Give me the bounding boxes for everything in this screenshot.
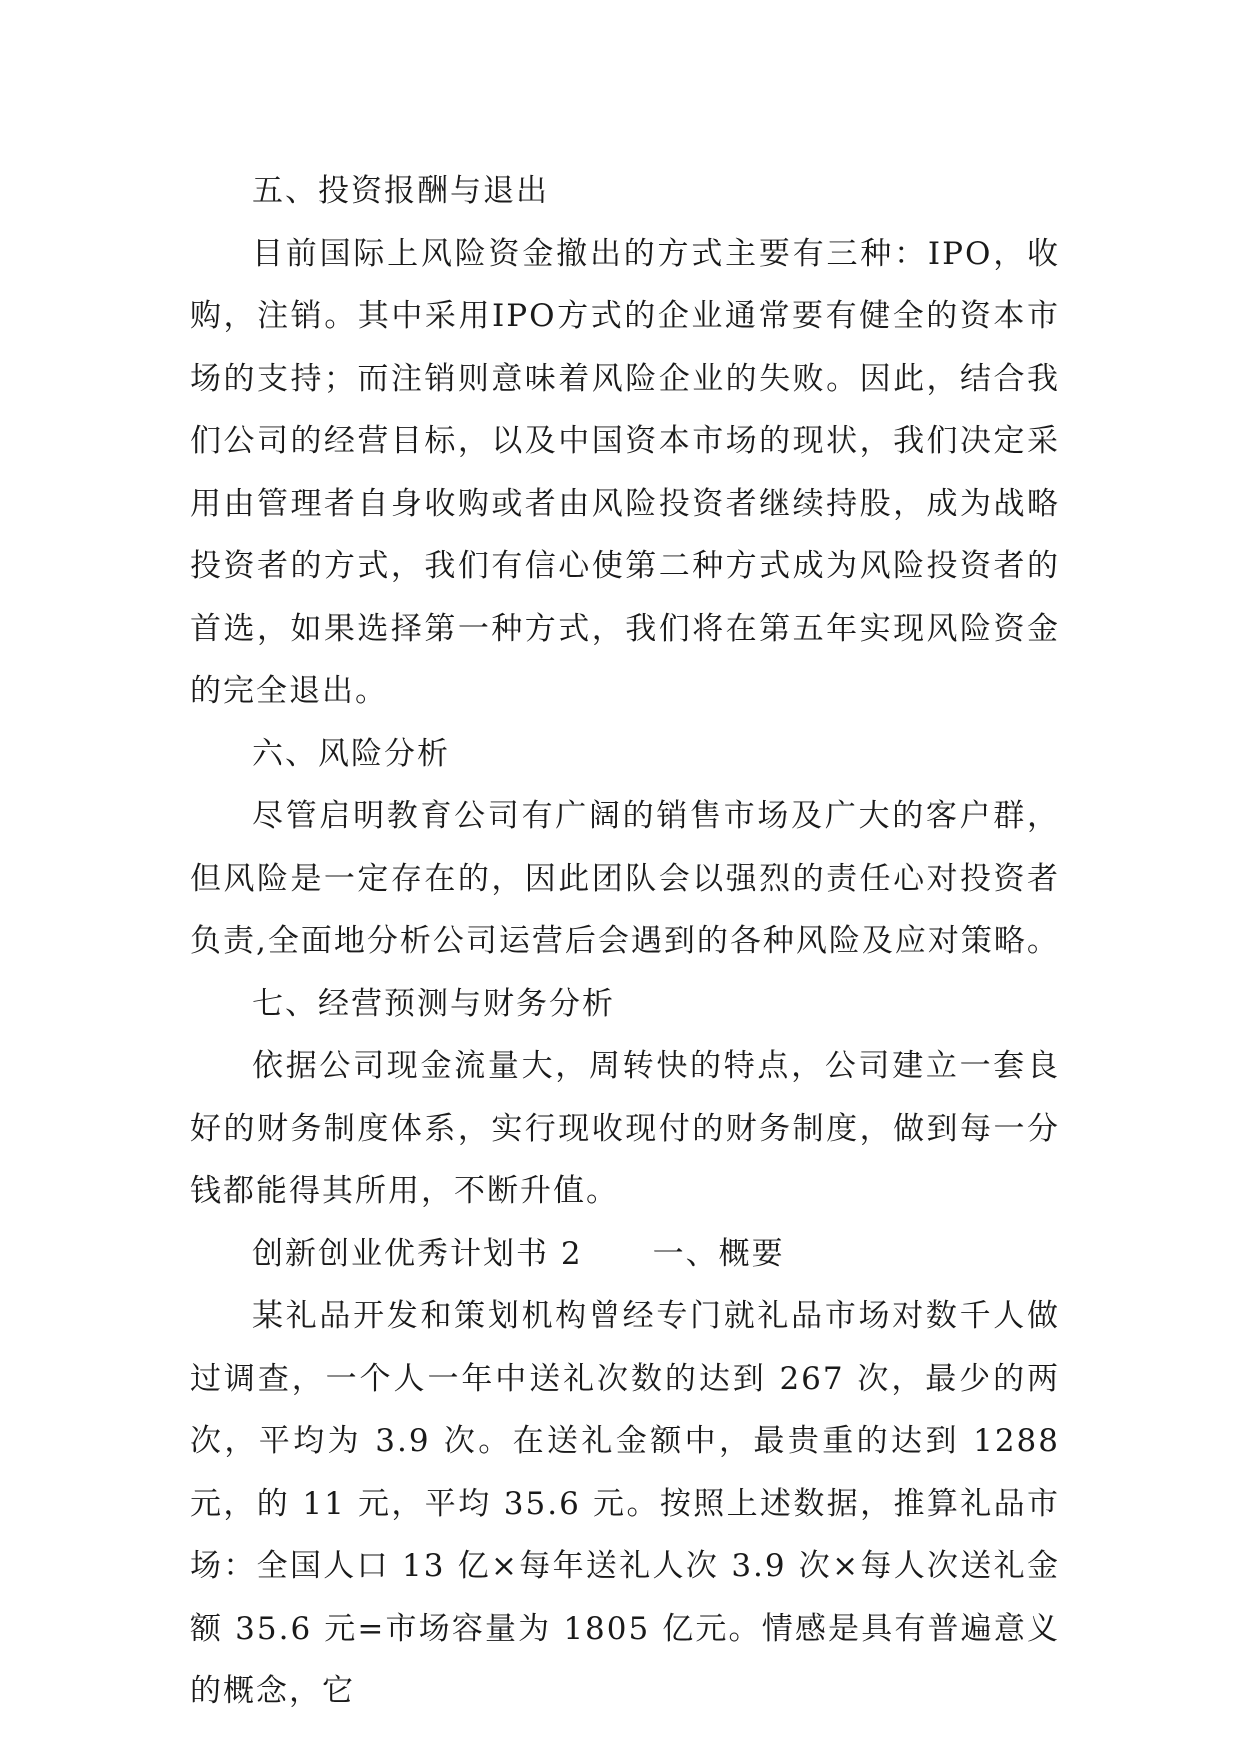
plan-title: 创新创业优秀计划书 2 [252, 1235, 583, 1272]
paragraph-financial-analysis: 依据公司现金流量大，周转快的特点，公司建立一套良好的财务制度体系，实行现收现付的财务制度，做到每一分钱都能得其所用，不断升值。 [190, 1048, 1060, 1209]
section-heading-7: 七、经营预测与财务分析 [252, 985, 615, 1022]
section-heading-5: 五、投资报酬与退出 [252, 173, 549, 209]
section-heading-6: 六、风险分析 [252, 735, 450, 772]
plan-title-heading [190, 1223, 1060, 1286]
paragraph-overview: 某礼品开发和策划机构曾经专门就礼品市场对数千人做过调查，一个人一年中送礼次数的达到 267 次，最少的两次，平均为 3.9 次。在送礼金额中，最贵重的达到 1288 元，的 11 元，平均 35.6 元。按照上述数据，推算礼品市场：全国人口 13 亿×每年送礼人次 3.9 次×每人次送礼金额 35.6 元=市场容量为 1805 亿元。情感是具有普遍意义的概念，它 [190, 1298, 1060, 1709]
overview-heading: 一、概要 [652, 1235, 785, 1272]
paragraph-risk-analysis: 尽管启明教育公司有广阔的销售市场及广大的客户群，但风险是一定存在的，因此团队会以强烈的责任心对投资者负责,全面地分析公司运营后会遇到的各种风险及应对策略。 [190, 798, 1060, 959]
paragraph-investment-exit: 目前国际上风险资金撤出的方式主要有三种：IPO，收购，注销。其中采用IPO方式的企业通常要有健全的资本市场的支持；而注销则意味着风险企业的失败。因此，结合我们公司的经营目标，以及中国资本市场的现状，我们决定采用由管理者自身收购或者由风险投资者继续持股，成为战略投资者的方式，我们有信心使第二种方式成为风险投资者的首选，如果选择第一种方式，我们将在第五年实现风险资金的完全退出。 [190, 235, 1060, 709]
document-page [190, 160, 1060, 1723]
